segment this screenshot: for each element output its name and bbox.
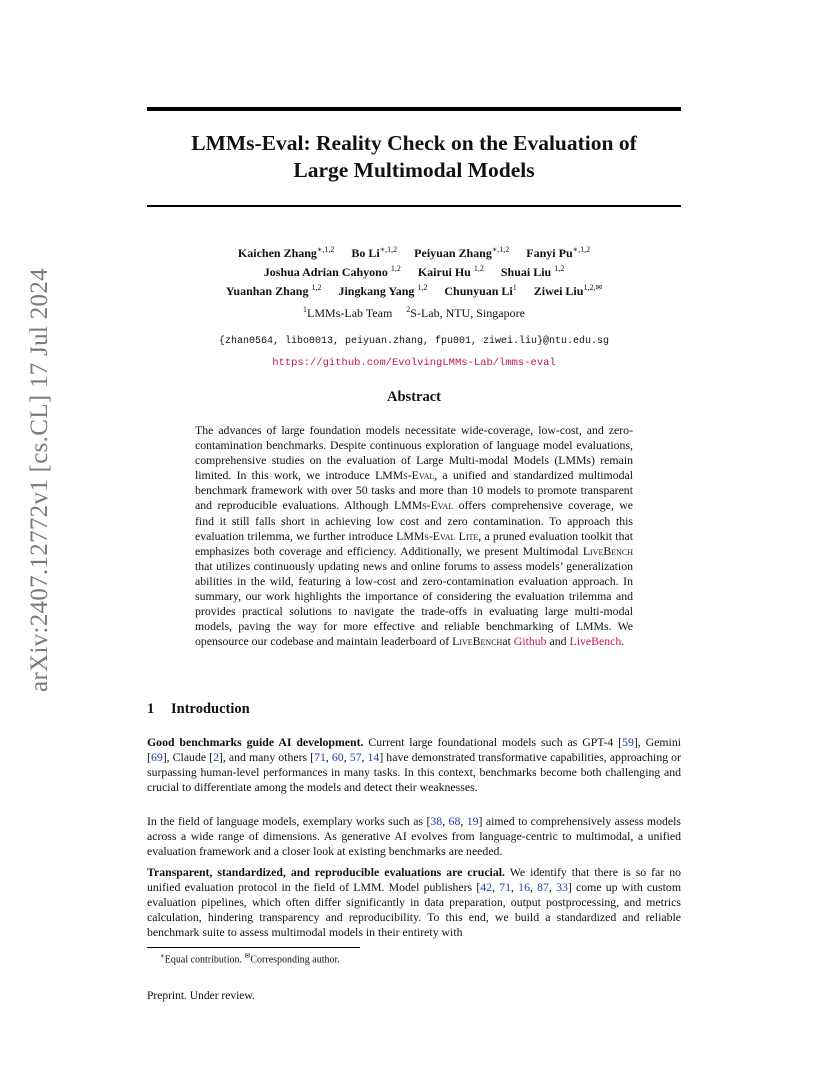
arxiv-stamp: arXiv:2407.12772v1 [cs.CL] 17 Jul 2024 xyxy=(26,268,53,692)
citation-link[interactable]: 59 xyxy=(622,735,634,749)
abstract-heading: Abstract xyxy=(387,389,441,405)
citation-link[interactable]: 87 xyxy=(537,880,549,895)
lmms-eval-lite-name: LMMs-Eval Lite xyxy=(396,528,479,543)
affiliations: $^1$LMMs-Lab Team $^2$S-Lab, NTU, Singapore xyxy=(303,305,525,320)
repo-link[interactable]: https://github.com/EvolvingLMMs-Lab/lmms-eval xyxy=(272,357,556,369)
citation-link[interactable]: 2 xyxy=(213,750,219,765)
author: Yuanhan Zhang $^{1,2}$ xyxy=(225,283,322,298)
author: Fanyi $Pu^{∗,1,2}$ xyxy=(526,245,591,260)
title-top-rule xyxy=(147,107,681,111)
author: Joshua Adrian Cahyono $^{1,2}$ xyxy=(263,264,401,279)
citation-link[interactable]: 33 xyxy=(556,880,568,895)
paragraph: Good benchmarks guide AI development. Current large foundational models such as GPT-4 [59], Gemini [69], Claude [2], and many others [71, 60, 57, 14] have demonstrated transformative capabilities, approaching or surpassing human-level performances in many tasks. In this context, benchmarks become both challenging and crucial to differentiate among the models and detect their weaknesses. xyxy=(147,735,682,795)
citation-link[interactable]: 38 xyxy=(430,814,443,828)
author-row-3 xyxy=(147,280,681,299)
section-title: Introduction xyxy=(171,701,250,717)
github-link[interactable]: Github xyxy=(513,634,547,649)
author: Bo $Li^{∗,1,2}$ xyxy=(351,245,398,260)
section-number: 1 xyxy=(147,701,155,717)
paragraph: Transparent, standardized, and reproducible evaluations are crucial. We identify that there is so far no unified evaluation protocol in the field of LMM. Model publishers [42, 71, 16, 87, 33] come up with custom evaluation pipelines, which often differ significantly in data preparation, output postprocessing, and metrics calculation, hindering transparency and reproducibility. To this end, we build a standardized and reliable benchmark suite to assess multimodal models in their entirety with xyxy=(147,865,681,940)
author-emails: {zhan0564, libo0013, peiyuan.zhang, fpu001, ziwei.liu}@ntu.edu.sg xyxy=(218,336,610,347)
citation-link[interactable]: 69 xyxy=(150,750,163,765)
lmms-eval-name: LMMs-Eval xyxy=(394,498,454,513)
author: Shuai Liu $^{1,2}$ xyxy=(500,264,565,279)
author: Kaichen Zhang$^{∗,1,2}$ xyxy=(237,245,335,260)
preprint-note: Preprint. Under review. xyxy=(147,990,255,1002)
citation-link[interactable]: 16 xyxy=(518,880,530,895)
livebench-link[interactable]: LiveBench xyxy=(569,634,622,649)
citation-link[interactable]: 57 xyxy=(349,750,362,765)
footnote: ∗Equal contribution. ✉Corresponding author. xyxy=(160,952,340,966)
title-line-1: LMMs-Eval: Reality Check on the Evaluation of xyxy=(191,131,637,155)
citation-link[interactable]: 42 xyxy=(480,880,493,895)
citation-link[interactable]: 14 xyxy=(367,750,380,765)
author: Peiyuan Zhang$^{∗,1,2}$ xyxy=(414,245,510,260)
citation-link[interactable]: 60 xyxy=(331,750,344,765)
author: Chunyuan Li$^1$ xyxy=(444,283,517,298)
author: Jingkang Yang $^{1,2}$ xyxy=(338,283,428,298)
livebench-name: LiveBench xyxy=(582,543,633,558)
abstract-text: The advances of large foundation models necessitate wide-coverage, low-cost, and zero-contamination benchmarks. Despite continuous exploration of language model evaluations, comprehensive studies on the evaluation of Large Multi-modal Models (LMMs) remain limited. In this work, we introduce LMMs-Eval, a unified and standardized multimodal benchmark framework with over 50 tasks and more than 10 models to promote transparent and reproducible evaluations. Although LMMs-Eval offers comprehensive coverage, we find it still falls short in achieving low cost and zero contamination. To approach this evaluation trilemma, we further introduce LMMs-Eval Lite, a pruned evaluation toolkit that emphasizes both coverage and efficiency. Additionally, we present Multimodal LiveBench that utilizes continuously updating news and online forums to assess models’ generalization abilities in the wild, featuring a low-cost and zero-contamination evaluation approach. In summary, our work highlights the importance of considering the evaluation trilemma and provides practical solutions to navigate the trade-offs in evaluating large multi-modal models, paving the way for more effective and reliable benchmarking of LMMs. We opensource our codebase and maintain leaderboard of LiveBenchat Github and LiveBench. xyxy=(195,423,634,649)
author: Ziwei Liu$^{1,2,✉}$ xyxy=(533,283,603,298)
lmms-eval-name: LMMs-Eval xyxy=(375,468,435,483)
paragraph: In the field of language models, exemplary works such as [38, 68, 19] aimed to comprehensively assess models across a wide range of dimensions. As generative AI evolves from language-centric to multimodal, a unified evaluation framework and a closer look at existing benchmarks are needed. xyxy=(147,814,681,859)
author-list xyxy=(147,242,681,299)
title-line-2: Large Multimodal Models xyxy=(293,158,535,182)
author: Kairui Hu $^{1,2}$ xyxy=(417,264,484,279)
author-row-2 xyxy=(147,261,681,280)
paragraph-lead: Good benchmarks guide AI development. xyxy=(147,735,364,749)
paragraph-lead: Transparent, standardized, and reproducible evaluations are crucial. xyxy=(147,865,505,879)
citation-link[interactable]: 71 xyxy=(499,880,512,895)
paper-title xyxy=(147,130,681,184)
footnote-rule xyxy=(147,947,360,948)
citation-link[interactable]: 71 xyxy=(314,750,326,765)
affiliation-2: S-Lab, NTU, Singapore xyxy=(410,306,525,320)
title-bottom-rule xyxy=(147,205,681,207)
affiliation-1: LMMs-Lab Team xyxy=(307,306,393,320)
citation-link[interactable]: 68 xyxy=(448,814,461,828)
section-heading xyxy=(147,701,250,718)
author-row-1 xyxy=(147,242,681,261)
livebench-name: LiveBench xyxy=(452,634,503,649)
citation-link[interactable]: 19 xyxy=(466,814,479,828)
